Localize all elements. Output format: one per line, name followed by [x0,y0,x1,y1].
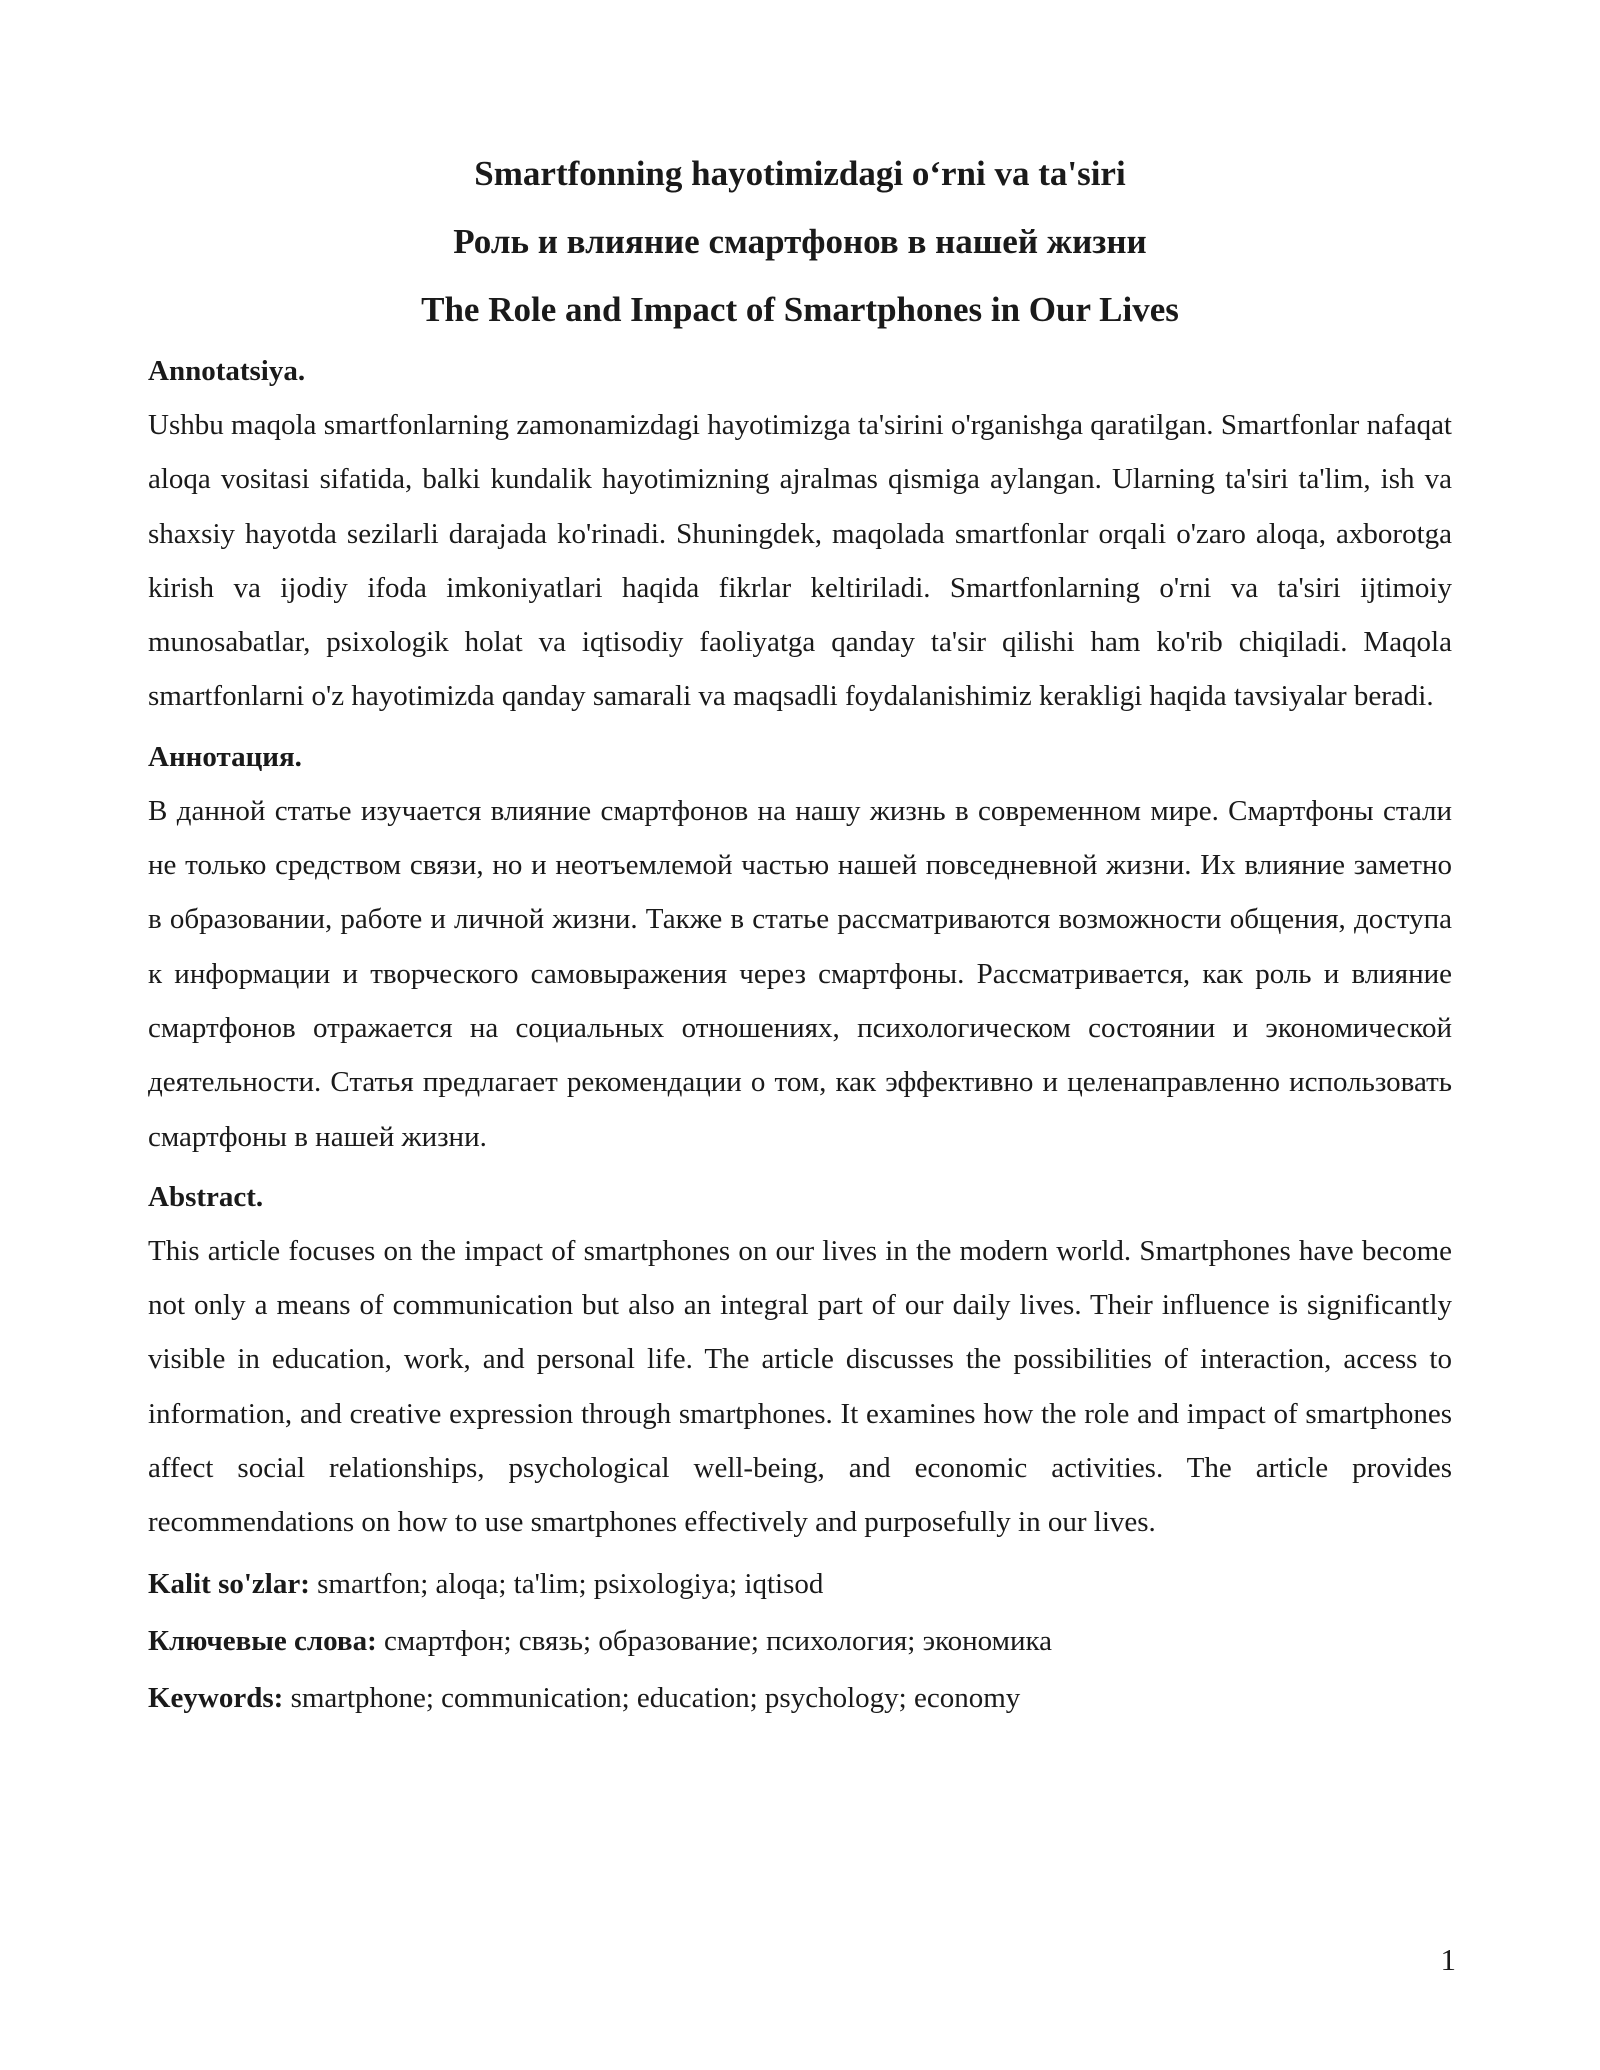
keywords-uz [148,1556,1452,1613]
abstract-en-text: This article focuses on the impact of smartphones on our lives in the modern world. Smartphones have become not only a means of communication but also an integral part of our daily lives. Their influence is significantly visible in education, work, and personal life. The article discusses the possibilities of interaction, access to information, and creative expression through smartphones. It examines how the role and impact of smartphones affect social relationships, psychological well-being, and economic activities. The article provides recommendations on how to use smartphones effectively and purposefully in our lives. [148,1234,1452,1539]
abstract-en-heading: Abstract. [148,1180,264,1213]
keywords-en-label: Keywords: [148,1681,284,1714]
keywords-en [148,1670,1452,1727]
abstract-ru-text: В данной статье изучается влияние смартфонов на нашу жизнь в современном мире. Смартфоны стали не только средством связи, но и неотъемлемой частью нашей повседневной жизни. Их влияние заметно в образовании, работе и личной жизни. Также в статье рассматриваются возможности общения, доступа к информации и творческого самовыражения через смартфоны. Рассматривается, как роль и влияние смартфонов отражается на социальных отношениях, психологическом состоянии и экономической деятельности. Статья предлагает рекомендации о том, как эффективно и целенаправленно использовать смартфоны в нашей жизни. [148,794,1452,1153]
keywords-ru-label: Ключевые слова: [148,1624,377,1657]
title-english: The Role and Impact of Smartphones in Our Lives [421,290,1179,329]
abstract-uz-text: Ushbu maqola smartfonlarning zamonamizdagi hayotimizga ta'sirini o'rganishga qaratilgan. Smartfonlar nafaqat aloqa vositasi sifatida, balki kundalik hayotimizning ajralmas qismiga aylangan. Ularning ta'siri ta'lim, ish va shaxsiy hayotda sezilarli darajada ko'rinadi. Shuningdek, maqolada smartfonlar orqali o'zaro aloqa, axborotga kirish va ijodiy ifoda imkoniyatlari haqida fikrlar keltiriladi. Smartfonlarning o'rni va ta'siri ijtimoiy munosabatlar, psixologik holat va iqtisodiy faoliyatga qanday ta'sir qilishi ham ko'rib chiqiladi. Maqola smartfonlarni o'z hayotimizda qanday samarali va maqsadli foydalanishimiz kerakligi haqida tavsiyalar beradi. [148,409,1452,713]
keywords-en-value: smartphone; communication; education; psychology; economy [283,1681,1021,1714]
document-page [148,140,1452,1727]
keywords-ru [148,1613,1452,1670]
abstract-ru-heading: Аннотация. [148,740,302,773]
keywords-ru-value: смартфон; связь; образование; психология; экономика [376,1624,1053,1657]
title-uzbek: Smartfonning hayotimizdagi o‘rni va ta'siri [474,154,1126,193]
page-number: 1 [1440,1942,1456,1977]
abstract-uz-heading: Annotatsiya. [148,355,306,387]
keywords-uz-value: smartfon; aloqa; ta'lim; psixologiya; iqtisod [309,1567,824,1600]
keywords-uz-label: Kalit so'zlar: [148,1567,310,1600]
title-russian: Роль и влияние смартфонов в нашей жизни [453,222,1147,261]
